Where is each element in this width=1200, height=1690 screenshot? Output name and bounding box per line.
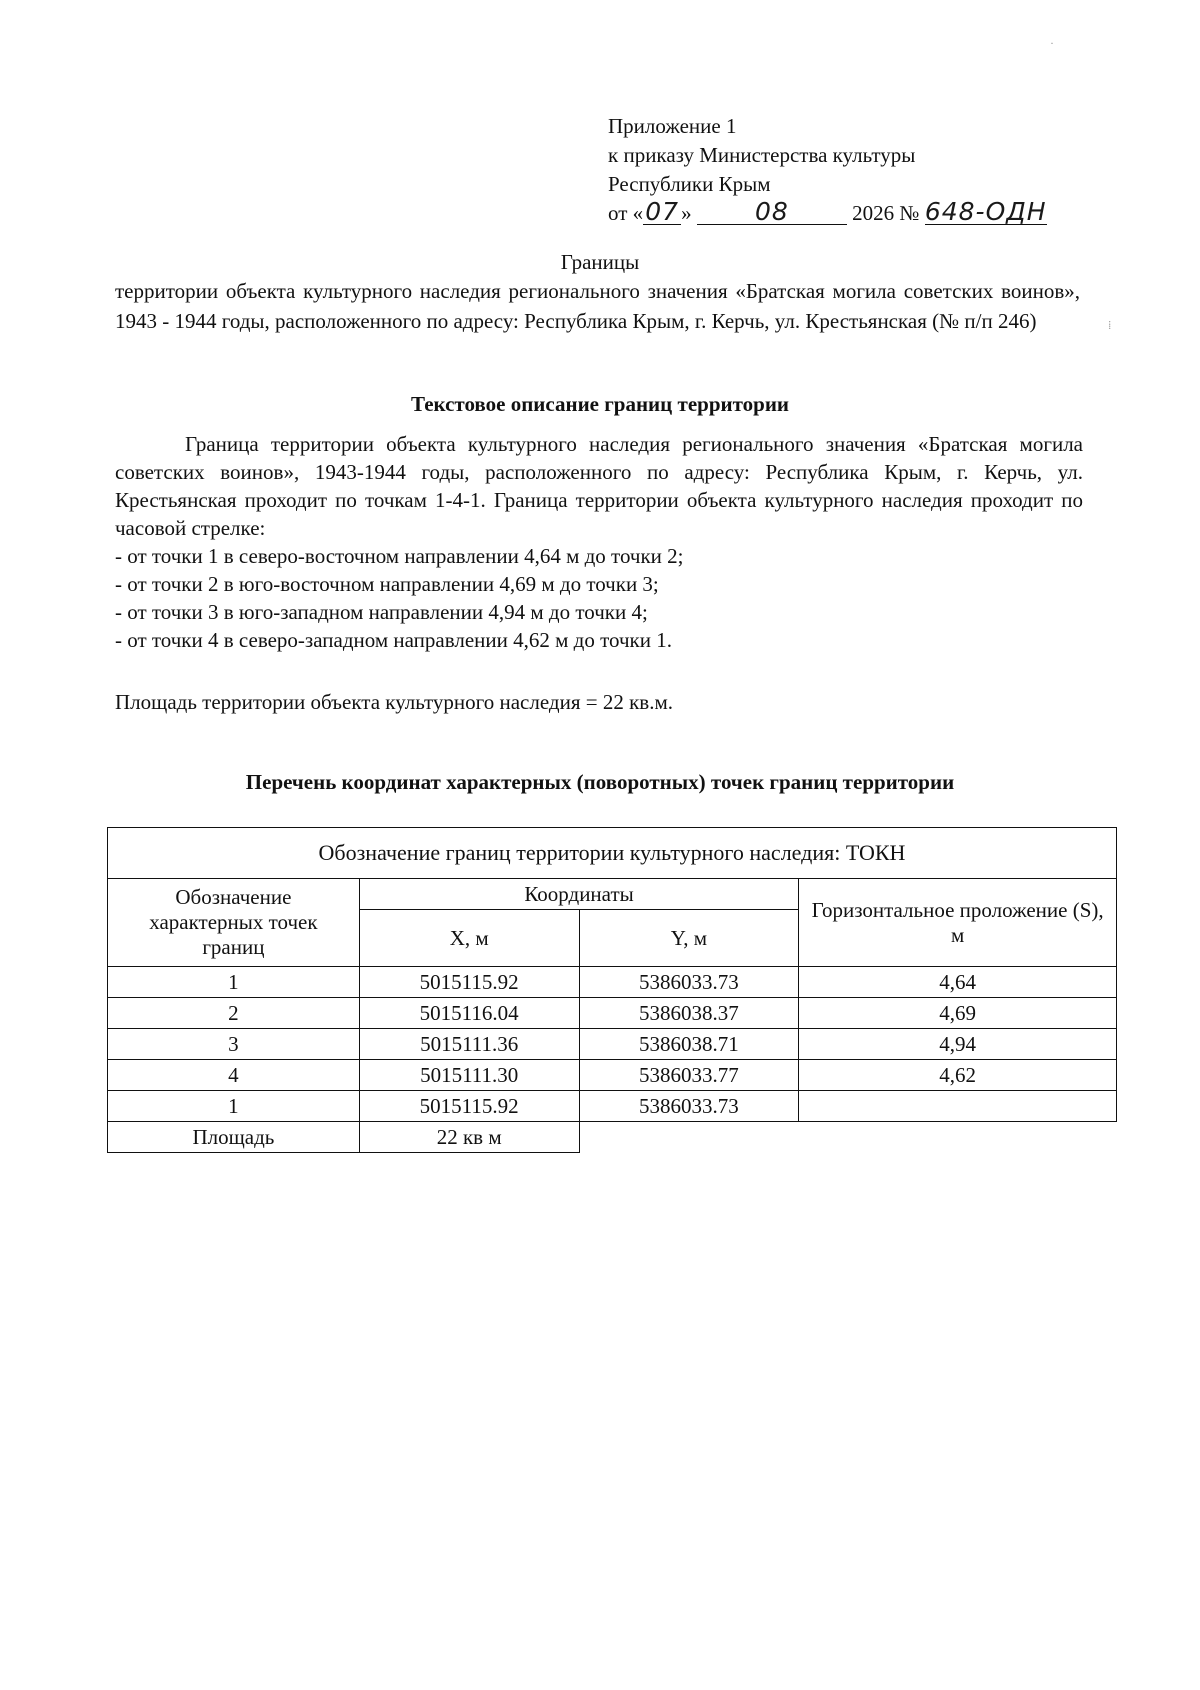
header-horizontal-distance: Горизонтальное проложение (S), м [799,879,1117,967]
document-subtitle: территории объекта культурного наследия регионального значения «Братская могила советских воинов», 1943 - 1944 годы, расположенного по адресу: Республика Крым, г. Керчь, ул. Крестьянская (№ п/п 246) [115,279,1080,333]
cell-point: 1 [108,967,360,998]
cell-point: 2 [108,998,360,1029]
list-item: - от точки 2 в юго-восточном направлении 4,69 м до точки 3; [115,572,659,596]
header-x: X, м [359,910,579,967]
appendix-line-1: Приложение 1 [608,114,737,138]
cell-y: 5386033.77 [579,1060,799,1091]
cell-s: 4,64 [799,967,1117,998]
cell-s [799,1091,1117,1122]
cell-s: 4,69 [799,998,1117,1029]
boundary-description [115,430,1083,542]
handwritten-month: 08 [697,200,847,225]
cell-x: 5015111.36 [359,1029,579,1060]
coordinates-heading: Перечень координат характерных (поворотных) точек границ территории [245,770,955,794]
cell-x: 5015115.92 [359,1091,579,1122]
table-caption-row [108,828,1117,879]
boundary-segments-list [115,542,1083,654]
cell-x: 5015116.04 [359,998,579,1029]
table-row [108,998,1117,1029]
appendix-line-3: Республики Крым [608,172,771,196]
date-quote-close: » [681,201,692,225]
empty-cell [799,1122,1117,1153]
cell-point: 1 [108,1091,360,1122]
header-point: Обозначение характерных точек границ [108,879,360,967]
table-area-row [108,1122,1117,1153]
cell-point: 3 [108,1029,360,1060]
order-date-line [608,199,1047,228]
coordinates-table [107,827,1117,1153]
area-statement: Площадь территории объекта культурного наследия = 22 кв.м. [115,690,673,714]
table-caption: Обозначение границ территории культурного наследия: ТОКН [108,828,1117,879]
header-y: Y, м [579,910,799,967]
table-row [108,1091,1117,1122]
list-item: - от точки 1 в северо-восточном направлении 4,64 м до точки 2; [115,544,684,568]
list-item: - от точки 4 в северо-западном направлении 4,62 м до точки 1. [115,628,672,652]
table-header-row [108,879,1117,910]
cell-y: 5386038.37 [579,998,799,1029]
text-description-heading: Текстовое описание границ территории [410,392,790,416]
handwritten-day: 07 [643,200,681,225]
document-title: Границы [560,250,640,274]
cell-x: 5015111.30 [359,1060,579,1091]
cell-y: 5386033.73 [579,1091,799,1122]
cell-x: 5015115.92 [359,967,579,998]
appendix-header [608,112,1047,228]
cell-y: 5386038.71 [579,1029,799,1060]
cell-s: 4,62 [799,1060,1117,1091]
header-coordinates: Координаты [359,879,799,910]
table-row [108,1029,1117,1060]
cell-y: 5386033.73 [579,967,799,998]
handwritten-order-number: 648-ОДН [924,197,1047,226]
appendix-line-2: к приказу Министерства культуры [608,143,916,167]
area-label-cell: Площадь [108,1122,360,1153]
cell-s: 4,94 [799,1029,1117,1060]
table-row [108,967,1117,998]
list-item: - от точки 3 в юго-западном направлении 4,94 м до точки 4; [115,600,648,624]
cell-point: 4 [108,1060,360,1091]
scan-speck: ⁞ [1108,318,1112,332]
table-row [108,1060,1117,1091]
boundary-paragraph: Граница территории объекта культурного наследия регионального значения «Братская могила советских воинов», 1943-1944 годы, расположенного по адресу: Республика Крым, г. Керчь, ул. Крестьянская проходит по точкам 1-4-1. Граница территории объекта культурного наследия проходит по часовой стрелке: [115,432,1083,540]
area-value-cell: 22 кв м [359,1122,579,1153]
empty-cell [579,1122,799,1153]
order-year-number: 2026 № [852,201,920,225]
scan-speck: · [1050,36,1054,50]
date-prefix: от « [608,201,644,225]
